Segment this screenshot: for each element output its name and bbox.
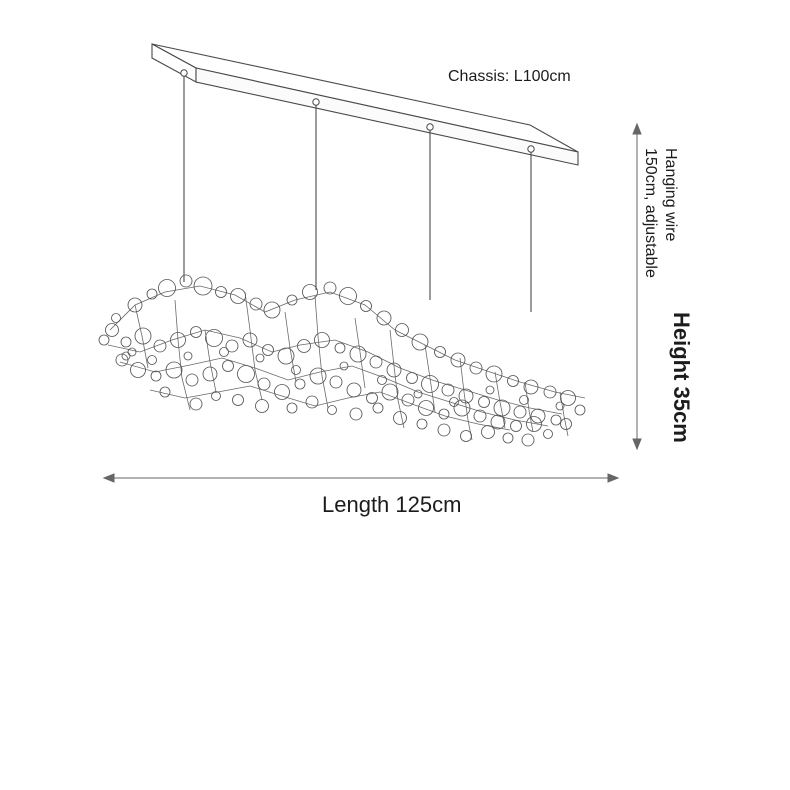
hanging-wire-label bbox=[640, 148, 680, 278]
length-dimension-label: Length 125cm bbox=[322, 492, 462, 517]
chassis-plate bbox=[152, 44, 578, 165]
cluster-bubbles-upper bbox=[128, 275, 576, 406]
hanging-wire-label-line2: 150cm, adjustable bbox=[642, 148, 659, 278]
bubble-cluster-body bbox=[99, 275, 585, 446]
hanging-wire-label-line1: Hanging wire bbox=[662, 148, 679, 242]
chassis-length-label: Chassis: L100cm bbox=[448, 68, 571, 85]
drop-wire-2 bbox=[313, 99, 319, 290]
drop-wire-3 bbox=[427, 124, 433, 300]
cluster-bubbles-middle bbox=[106, 324, 562, 426]
drop-wire-4 bbox=[528, 146, 534, 312]
length-dimension-line bbox=[104, 474, 618, 482]
drop-wire-1 bbox=[181, 70, 187, 282]
cluster-bubbles-lower bbox=[116, 354, 542, 432]
height-dimension-label: Height 35cm bbox=[669, 312, 694, 443]
